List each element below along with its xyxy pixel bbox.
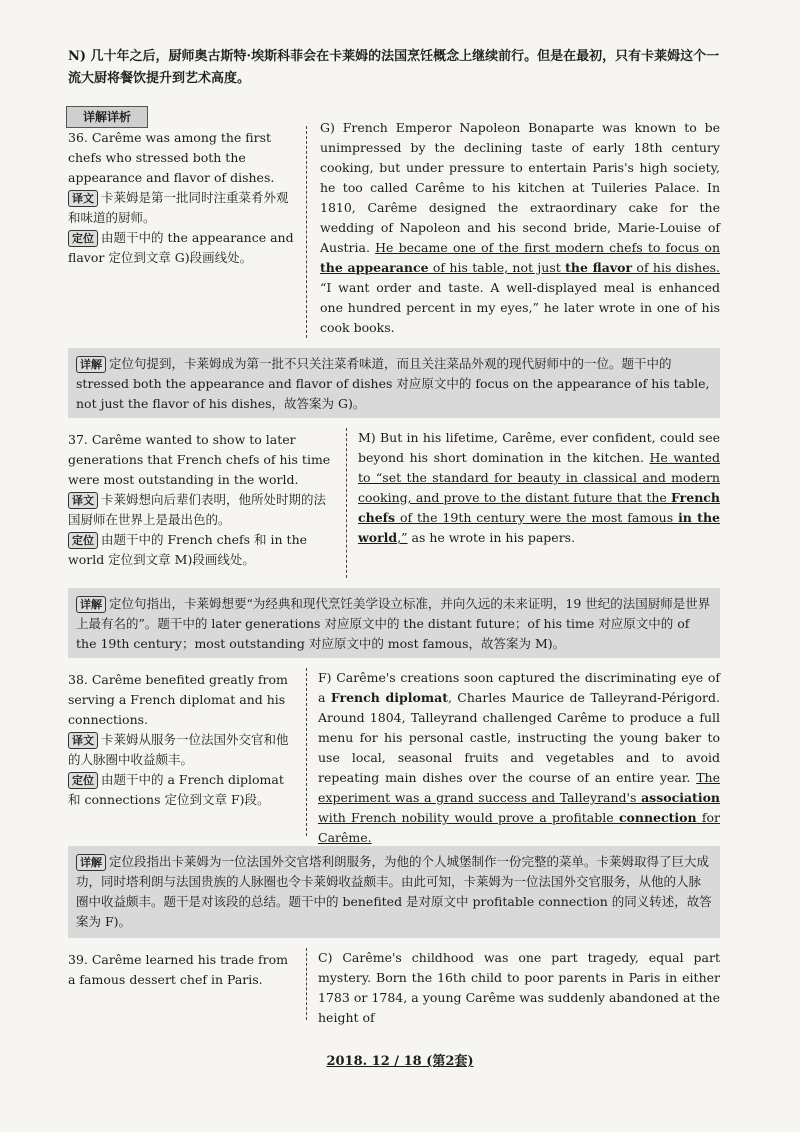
underlined-text: of his table, not just (428, 260, 566, 275)
passage-text: G) French Emperor Napoleon Bonaparte was known to be unimpressed by the declining taste of early 18th century cooking, but under pressure to entertain Paris's high society, he too called Carême to his kitchen at Tuileries Palace. In 1810, Carême designed the extraordinary cake for the wedding of Napoleon and his second bride, Marie-Louise of Austria. (320, 120, 720, 255)
column-divider (306, 948, 307, 1020)
underlined-text: The experiment was a grand success and Talleyrand's (318, 770, 720, 805)
q37-left (68, 430, 334, 570)
underlined-text: with French nobility would prove a profitable (318, 810, 619, 825)
q37-explain-box (68, 588, 720, 658)
intro-paragraph: N) 几十年之后，厨师奥古斯特·埃斯科菲会在卡莱姆的法国烹饪概念上继续前行。但是在最初，只有卡莱姆这个一流大厨将餐饮提升到艺术高度。 (68, 49, 720, 86)
q38-translation: 卡莱姆从服务一位法国外交官和他的人脉圈中收益颇丰。 (68, 732, 289, 767)
passage-text: M) But in his lifetime, Carême, ever confident, could see beyond his short domination in the kitchen. (358, 430, 720, 465)
locate-tag: 定位 (68, 772, 98, 789)
q38-passage (318, 668, 720, 848)
section-header: 详解详析 (66, 106, 148, 128)
underlined-text: He became one of the first modern chefs to focus on (375, 240, 720, 255)
q37-translation: 卡莱姆想向后辈们表明，他所处时期的法国厨师在世界上是最出色的。 (68, 492, 327, 527)
passage-text: F) Carême's creations soon captured the discriminating eye of a (318, 670, 720, 705)
translation-tag: 译文 (68, 190, 98, 207)
q39-passage: C) Carême's childhood was one part tragedy, equal part mystery. Born the 16th child to poor parents in Paris in either 1783 or 1784, a young Carême was suddenly abandoned at the height of (318, 950, 720, 1025)
q38-explain: 定位段指出卡莱姆为一位法国外交官塔利朗服务，为他的个人城堡制作一份完整的菜单。卡莱姆取得了巨大成功，同时塔利朗与法国贵族的人脉圈也令卡莱姆收益颇丰。由此可知，卡莱姆为一位法国外交官服务，从他的人脉圈中收益颇丰。题干是对该段的总结。题干中的 benefited 是对原文中 profitable connection 的同义转述，故答案为 F)。 (76, 854, 712, 929)
bold-text: the flavor (565, 260, 633, 275)
locate-tag: 定位 (68, 532, 98, 549)
passage-text: “I want order and taste. A well-displayed meal is enhanced one hundred percent in my eyes,” he later wrote in one of his cook books. (320, 280, 720, 335)
underlined-text: ,” (397, 530, 408, 545)
column-divider (306, 668, 307, 836)
q37-question: 37. Carême wanted to show to later generations that French chefs of his time were most outstanding in the world. (68, 432, 331, 487)
q38-left (68, 670, 294, 810)
column-divider (306, 126, 307, 338)
q37-locate: 由题干中的 French chefs 和 in the world 定位到文章 M)段画线处。 (68, 532, 308, 567)
q36-explain-box (68, 348, 720, 418)
q38-question: 38. Carême benefited greatly from serving a French diplomat and his connections. (68, 672, 288, 727)
column-divider (346, 428, 347, 578)
underlined-text: He wanted to “set the standard for beauty in classical and modern cooking, and prove to the distant future that the (358, 450, 720, 505)
passage-text: as he wrote in his papers. (407, 530, 576, 545)
bold-text: in the world (358, 510, 720, 545)
q39-question: 39. Carême learned his trade from a famous dessert chef in Paris. (68, 952, 288, 987)
q36-left (68, 128, 294, 268)
page-number: 2018. 12 / 18 (第2套) (326, 1054, 474, 1069)
passage-text: , Charles Maurice de Talleyrand-Périgord. Around 1804, Talleyrand challenged Carême to produce a full menu for his personal castle, instructing the young baker to use local, seasonal fruits and vegetables and to avoid repeating main dishes over the course of an entire year. (318, 690, 720, 785)
explain-tag: 详解 (76, 356, 106, 373)
q36-locate: 由题干中的 the appearance and flavor 定位到文章 G)段画线处。 (68, 230, 294, 265)
q36-explain: 定位句提到，卡莱姆成为第一批不只关注菜肴味道，而且关注菜品外观的现代厨师中的一位。题干中的 stressed both the appearance and flavor of dishes 对应原文中的 focus on the appearance of his table, not just the flavor of his dishes，故答案为 G)。 (76, 356, 710, 411)
locate-tag: 定位 (68, 230, 98, 247)
bold-text: connection (618, 810, 697, 825)
underlined-text: for Carême. (318, 810, 720, 845)
bold-text: the appearance (320, 260, 429, 275)
q36-question: 36. Carême was among the first chefs who stressed both the appearance and flavor of dishes. (68, 130, 275, 185)
explain-tag: 详解 (76, 854, 106, 871)
q37-explain: 定位句指出，卡莱姆想要“为经典和现代烹饪美学设立标准，并向久远的未来证明，19 世纪的法国厨师是世界上最有名的”。题干中的 later generations 对应原文中的 the distant future；of his time 对应原文中的 of the 19th century；most outstanding 对应原文中的 most famous，故答案为 M)。 (76, 596, 711, 651)
translation-tag: 译文 (68, 732, 98, 749)
page-footer (0, 1050, 800, 1069)
underlined-text: of the 19th century were the most famous (395, 510, 679, 525)
q36-translation: 卡莱姆是第一批同时注重菜肴外观和味道的厨师。 (68, 190, 289, 225)
bold-text: association (641, 790, 720, 805)
q36-passage (320, 118, 720, 338)
q38-locate: 由题干中的 a French diplomat 和 connections 定位到文章 F)段。 (68, 772, 284, 807)
explain-tag: 详解 (76, 596, 106, 613)
bold-text: French diplomat (330, 690, 448, 705)
q38-explain-box (68, 846, 720, 938)
q37-passage (358, 428, 720, 548)
translation-tag: 译文 (68, 492, 98, 509)
underlined-text: of his dishes. (632, 260, 721, 275)
bold-text: French chefs (358, 490, 720, 525)
